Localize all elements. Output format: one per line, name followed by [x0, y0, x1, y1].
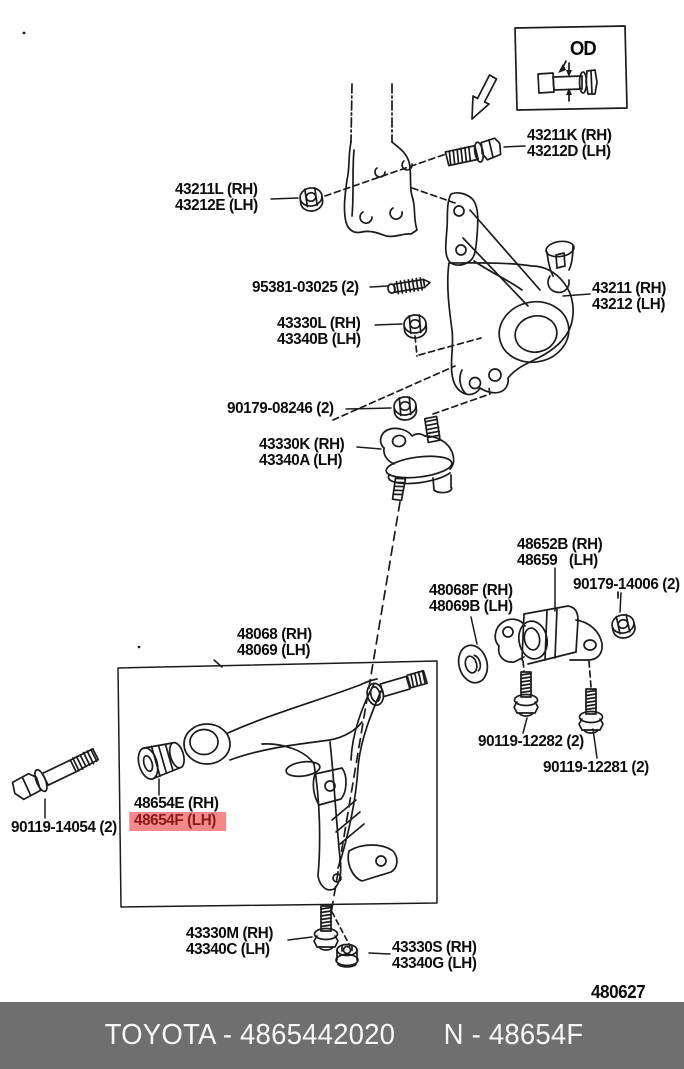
strut-bracket-drawing: [344, 142, 417, 236]
nut-90179-14006-drawing: [610, 613, 636, 640]
part-label-line: 43330L (RH): [277, 315, 361, 332]
od-label: OD: [570, 38, 596, 60]
part-label-line: 43211K (RH): [527, 127, 612, 144]
part-label-line: 48069B (LH): [429, 598, 513, 615]
part-label-bolt-43330m: [186, 926, 273, 958]
diagram-number: 480627: [591, 982, 646, 1002]
part-label-line: 43330K (RH): [259, 436, 345, 453]
bolt-43211k-drawing: [445, 137, 503, 167]
part-label-line: 43340C (LH): [186, 941, 270, 958]
bolt-43330m-drawing: [314, 906, 338, 950]
part-label-balljoint-43330k: [259, 437, 344, 469]
part-label-bushing-48652b: [517, 537, 602, 569]
bushing-48654-drawing: [135, 738, 188, 781]
part-label-screw-95381: [252, 280, 359, 296]
bolt-90119-12282-drawing: [514, 672, 538, 716]
part-label-line: 43212D (LH): [527, 143, 611, 160]
control-arm-drawing: [184, 671, 429, 890]
part-label-nut-43330l: [277, 316, 361, 348]
footer-bar: [0, 1002, 684, 1069]
part-label-line: 43211 (RH): [592, 280, 666, 297]
strut-centerlines: [351, 84, 392, 142]
part-label-line: 43330M (RH): [186, 925, 274, 942]
part-label-line: 90119-12281 (2): [543, 759, 649, 776]
part-label-line: 43340A (LH): [259, 452, 343, 469]
part-label-bolt-90119-12282: [478, 734, 584, 750]
bolt-90119-14054-drawing: [10, 747, 102, 802]
part-label-line: 48069 (LH): [237, 642, 311, 659]
part-label-line: 48068F (RH): [429, 582, 513, 599]
part-label-line: 90119-14054 (2): [11, 819, 117, 836]
part-label-bolt-43211k: [527, 128, 612, 160]
part-label-washer-48068f: [429, 583, 513, 615]
part-label-line: 90179-08246 (2): [227, 400, 334, 417]
ball-joint-drawing: [381, 416, 454, 500]
part-label-knuckle-43211: [592, 281, 666, 313]
part-label-nut-90179-14006: [573, 577, 680, 593]
knuckle-drawing: [446, 193, 575, 395]
part-label-nut-90179-08246: [227, 401, 334, 417]
part-label-line: 48654E (RH): [134, 795, 219, 812]
part-label-bushing-48654: [134, 796, 226, 831]
screw-95381-drawing: [387, 277, 431, 296]
part-label-line: 48659 (LH): [517, 552, 598, 569]
washer-48068f-drawing: [455, 642, 492, 686]
part-label-line: 43211L (RH): [175, 181, 258, 198]
bolt-90119-12281-drawing: [579, 689, 603, 733]
part-label-line: 43330S (RH): [392, 939, 477, 956]
scan-speck: [23, 32, 26, 35]
highlighted-part-label-line: 48654F (LH): [129, 812, 226, 831]
part-label-line: 43340G (LH): [392, 955, 477, 972]
part-label-line: 43212 (LH): [592, 296, 666, 313]
part-label-arm-48068: [237, 627, 312, 659]
nut-43330s-drawing: [336, 945, 358, 967]
footer-brand-part-number: TOYOTA - 4865442020: [104, 1019, 395, 1051]
part-label-line: 95381-03025 (2): [252, 279, 359, 296]
nut-90179-08246-drawing: [393, 396, 417, 421]
control-arm-box: [118, 646, 437, 907]
part-label-nut-43211l: [175, 182, 258, 214]
part-label-line: 90179-14006 (2): [573, 576, 680, 593]
footer-n-number: N - 48654F: [444, 1019, 584, 1051]
direction-arrow-icon: [472, 75, 497, 119]
part-label-bolt-90119-14054: [11, 820, 117, 836]
part-label-line: 48652B (RH): [517, 536, 603, 553]
od-bolt-drawing: [538, 61, 597, 101]
part-label-bolt-90119-12281: [543, 760, 649, 776]
part-label-line: 48068 (RH): [237, 626, 312, 643]
part-label-line: 90119-12282 (2): [478, 733, 584, 750]
part-label-nut-43330s: [392, 940, 477, 972]
nut-43211l-drawing: [299, 187, 324, 213]
part-label-line: 43212E (LH): [175, 197, 258, 214]
part-label-line: 43340B (LH): [277, 331, 361, 348]
